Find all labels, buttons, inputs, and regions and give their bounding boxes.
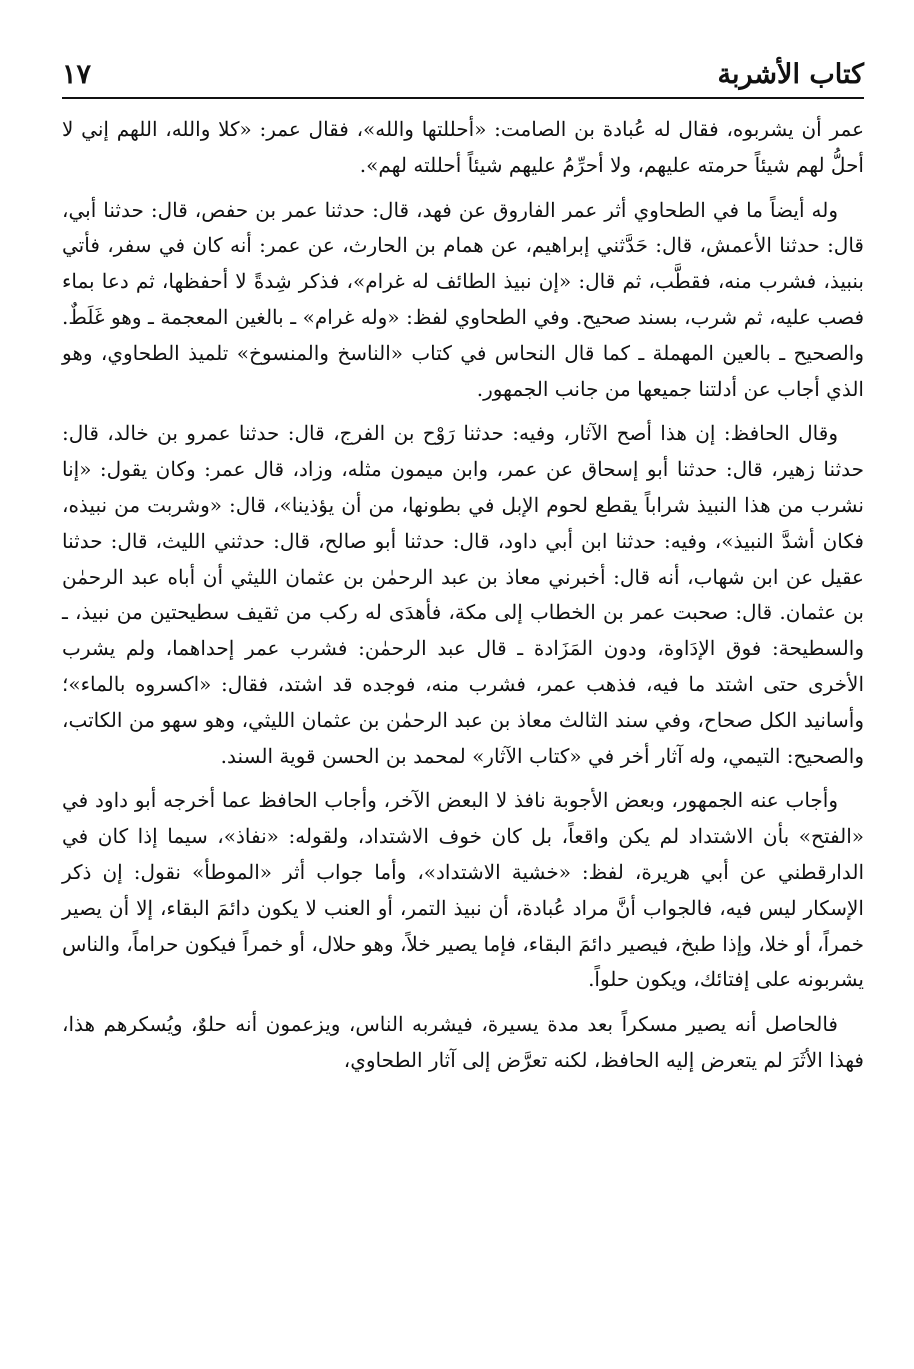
page-number: ١٧ [62,59,92,90]
paragraph: عمر أن يشربوه، فقال له عُبادة بن الصامت: «أحللتها والله»، فقال عمر: «كلا والله، اللهم إني لا أحلُّ لهم شيئاً حرمته عليهم، ولا أحرِّمُ عليهم شيئاً أحللته لهم». [62,117,864,177]
text-body [62,112,864,1088]
page-header [62,52,864,96]
paragraph: وأجاب عنه الجمهور، وبعض الأجوبة نافذ لا البعض الآخر، وأجاب الحافظ عما أخرجه أبو داود في «الفتح» بأن الاشتداد لم يكن واقعاً، بل كان خوف الاشتداد، ولقوله: «نفاذ»، سيما إذا كان في الدارقطني عن أبي هريرة، لفظ: «خشية الاشتداد»، وأما جواب أثر «الموطأ» نقول: إن ذكر الإسكار ليس فيه، فالجواب أنَّ مراد عُبادة، أن نبيذ التمر، أو العنب لا يكون دائمَ البقاء، إلا أن يصير خمراً، أو خلا، وإذا طبخ، فيصير دائمَ البقاء، فإما يصير خلاً، وهو حلال، أو خمراً فيكون حراماً، والناس يشربونه على إفتائك، ويكون حلواً. [62,788,864,992]
paragraph: فالحاصل أنه يصير مسكراً بعد مدة يسيرة، فيشربه الناس، ويزعمون أنه حلوٌ، ويُسكرهم هذا، فهذا الأثَرَ لم يتعرض إليه الحافظ، لكنه تعرَّض إلى آثار الطحاوي، [62,1012,864,1072]
header-rule [62,97,864,99]
paragraph: وله أيضاً ما في الطحاوي أثر عمر الفاروق عن فهد، قال: حدثنا عمر بن حفص، قال: حدثنا أبي، قال: حدثنا الأعمش، قال: حَدَّثني إبراهيم، عن همام بن الحارث، عن عمر: أنه كان في سفر، فأتي بنبيذ، فشرب منه، فقطَّب، ثم قال: «إن نبيذ الطائف له غرام»، فذكر شِدةً لا أحفظها، ثم دعا بماء فصب عليه، ثم شرب، بسند صحيح. وفي الطحاوي لفظ: «وله غرام» ـ بالغين المعجمة ـ وهو غَلَطٌ. والصحيح ـ بالعين المهملة ـ كما قال النحاس في كتاب «الناسخ والمنسوخ» تلميذ الطحاوي، وهو الذي أجاب عن أدلتنا جميعها من جانب الجمهور. [62,197,864,401]
running-title: كتاب الأشربة [717,59,864,90]
paragraph: وقال الحافظ: إن هذا أصح الآثار، وفيه: حدثنا رَوْح بن الفرج، قال: حدثنا عمرو بن خالد، قال: حدثنا زهير، قال: حدثنا أبو إسحاق عن عمر، وابن ميمون مثله، وزاد، قال عمر: وكان يقول: «إنا نشرب من هذا النبيذ شراباً يقطع لحوم الإبل في بطونها، من أن يؤذينا»، قال: «وشربت من نبيذه، فكان أشدَّ النبيذ»، وفيه: حدثنا ابن أبي داود، قال: حدثنا أبو صالح، قال: حدثني الليث، قال: حدثنا عقيل عن ابن شهاب، أنه قال: أخبرني معاذ بن عبد الرحمٰن بن عثمان الليثي أن أباه عبد الرحمٰن بن عثمان. قال: صحبت عمر بن الخطاب إلى مكة، فأهدَى له ركب من ثقيف سطيحتين من نبيذ، ـ والسطيحة: فوق الإدَاوة، ودون المَزَادة ـ قال عبد الرحمٰن: فشرب عمر إحداهما، ولم يشرب الأخرى حتى اشتد ما فيه، فذهب عمر، فشرب منه، فوجده قد اشتد، فقال: «اكسروه بالماء»؛ وأسانيد الكل صحاح، وفي سند الثالث معاذ بن عبد الرحمٰن بن عثمان الليثي، وهو سهو من الكاتب، والصحيح: التيمي، وله آثار أخر في «كتاب الآثار» لمحمد بن الحسن قوية السند. [62,421,864,768]
